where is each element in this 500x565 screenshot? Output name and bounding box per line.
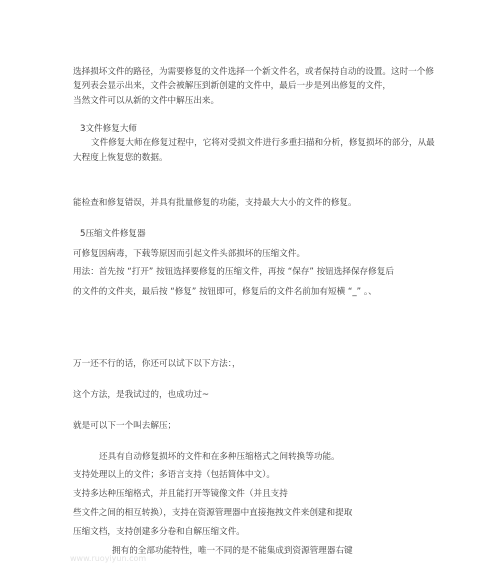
watermark: www.ruoyiyun.com — [70, 554, 147, 563]
paragraph-line: 还具有自动修复损坏的文件和在多种压缩格式之间转换等功能。 — [99, 452, 340, 462]
paragraph-line: 大程度上恢复您的数据。 — [73, 153, 168, 163]
paragraph-line: 拥有的全部功能特性，唯一不同的是不能集成到资源管理器右键 — [112, 546, 353, 556]
paragraph-line: 些文件之间的相互转换），支持在资源管理器中直接拖拽文件来创建和提取 — [73, 508, 353, 518]
paragraph-line: 复列表会显示出来，文件会被解压到新创建的文件中，最后一步是列出修复的文件， — [73, 81, 391, 91]
paragraph-line: 这个方法，是我试过的，也成功过~ — [73, 390, 210, 400]
paragraph-line: 压缩文档，支持创建多分卷和自解压缩文件。 — [73, 527, 245, 537]
paragraph-line: 可修复因病毒，下载等原因而引起文件头部损坏的压缩文件。 — [73, 249, 306, 259]
section-heading: 3文件修复大师 — [80, 124, 138, 134]
section-heading: 5压缩文件修复器 — [80, 229, 146, 239]
paragraph-line: 万一还不行的话，你还可以试下以下方法：， — [73, 359, 241, 369]
paragraph-line: 支持多达种压缩格式，并且能打开等镜像文件（并且支持 — [73, 489, 288, 499]
paragraph-line: 选择损坏文件的路径，为需要修复的文件选择一个新文件名，或者保持自动的设置。这时一个修 — [73, 67, 434, 77]
paragraph-line: 当然文件可以从新的文件中解压出来。 — [73, 96, 220, 106]
paragraph-line: 就是可以下一个叫去解压； — [73, 421, 177, 431]
paragraph-line: 支持处理以上的文件；多语言支持（包括简体中文）。 — [73, 470, 275, 480]
paragraph-line: 的文件的文件夹，最后按 “修复” 按钮即可，修复后的文件名前加有短横 “_” 。、 — [73, 287, 377, 297]
paragraph-line: 用法：首先按 “打开” 按钮选择要修复的压缩文件，再按 “保存” 按钮选择保存修复后 — [73, 267, 394, 277]
paragraph-line: 文件修复大师在修复过程中，它将对受损文件进行多重扫描和分析，修复损坏的部分，从最 — [91, 138, 435, 148]
paragraph-line: 能检查和修复错误，并具有批量修复的功能，支持最大大小的文件的修复。 — [73, 198, 357, 208]
